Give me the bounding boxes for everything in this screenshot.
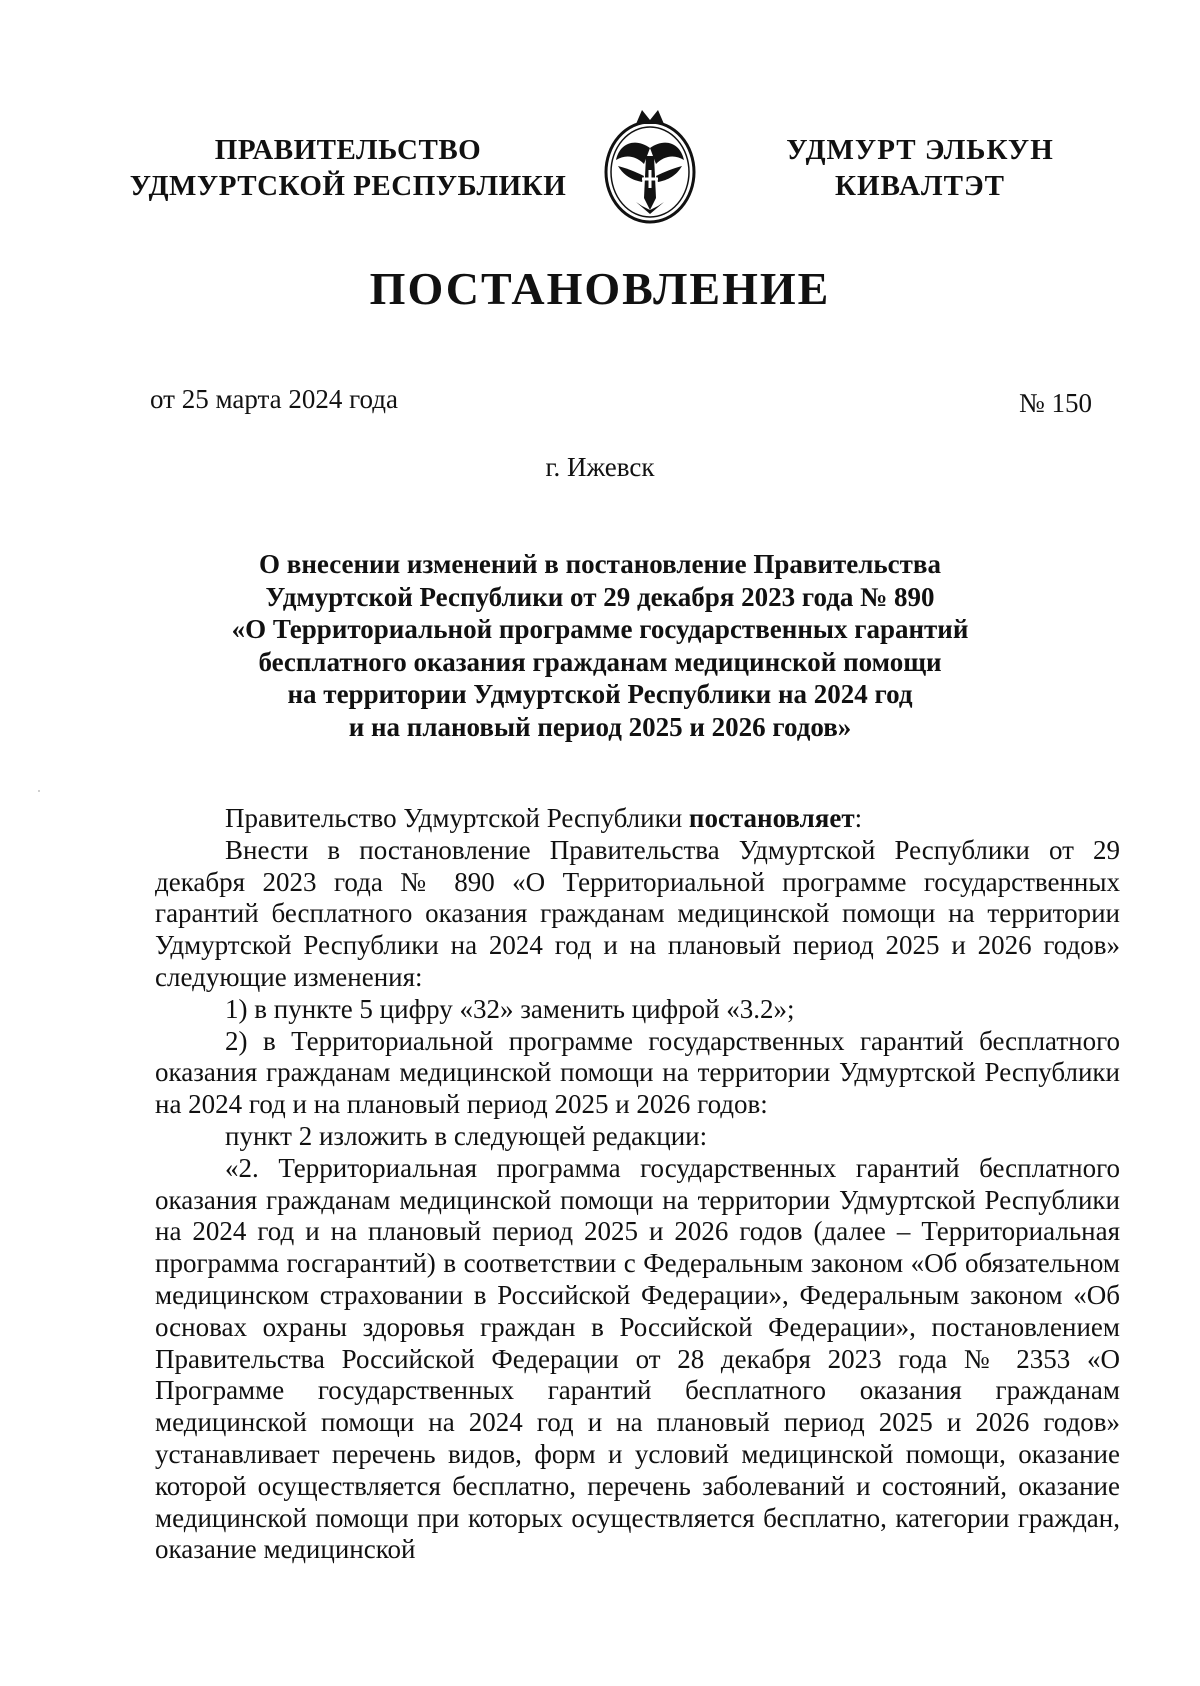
government-name-udmurt [770, 132, 1070, 204]
header-left-line: ПРАВИТЕЛЬСТВО [214, 134, 482, 166]
scan-mark [38, 790, 40, 792]
title-line: «О Территориальной программе государственных гарантий [231, 614, 969, 644]
document-city: г. Ижевск [545, 452, 655, 482]
header-left-line: УДМУРТСКОЙ РЕСПУБЛИКИ [129, 170, 567, 202]
title-line: бесплатного оказания гражданам медицинской помощи [258, 646, 942, 677]
header-right-line: УДМУРТ ЭЛЬКУН [786, 134, 1054, 166]
document-body [155, 803, 1120, 1566]
title-line: и на плановый период 2025 и 2026 годов» [348, 711, 852, 742]
document-date: от 25 марта 2024 года [150, 384, 398, 414]
document-title [180, 548, 1020, 743]
intro-tail: : [854, 803, 863, 833]
intro-text: Правительство Удмуртской Республики [225, 803, 689, 833]
document-number: № 150 [1018, 388, 1092, 418]
title-line: на территории Удмуртской Республики на 2024 год [287, 679, 913, 709]
header-right-line: КИВАЛТЭТ [834, 170, 1005, 202]
title-line: Удмуртской Республики от 29 декабря 2023 года № 890 [265, 581, 935, 612]
intro-paragraph [155, 803, 1120, 835]
intro-keyword: постановляет [688, 803, 855, 833]
body-paragraph: пункт 2 изложить в следующей редакции: [225, 1120, 708, 1151]
government-name-russian [118, 132, 578, 204]
body-paragraph: 1) в пункте 5 цифру «32» заменить цифрой «3.2»; [225, 993, 795, 1024]
coat-of-arms-icon [596, 102, 704, 230]
body-paragraph: 2) в Территориальной программе государственных гарантий бесплатного оказания гражданам медицинской помощи на территории Удмуртской Республики на 2024 год и на плановый период 2025 и 2026 годов: [155, 1025, 1120, 1120]
body-paragraph: Внести в постановление Правительства Удмуртской Республики от 29 декабря 2023 года № 890 «О Территориальной программе государственных гарантий бесплатного оказания гражданам медицинской помощи на территории Удмуртской Республики на 2024 год и на плановый период 2025 и 2026 годов» следующие изменения: [155, 834, 1120, 992]
title-line: О внесении изменений в постановление Правительства [259, 549, 941, 579]
body-paragraph: «2. Территориальная программа государственных гарантий бесплатного оказания гражданам медицинской помощи на территории Удмуртской Республики на 2024 год и на плановый период 2025 и 2026 годов (далее – Территориальная программа госгарантий) в соответствии с Федеральным законом «Об обязательном медицинском страховании в Российской Федерации», Федеральным законом «Об основах охраны здоровья граждан в Российской Федерации», постановлением Правительства Российской Федерации от 28 декабря 2023 года № 2353 «О Программе государственных гарантий бесплатного оказания гражданам медицинской помощи на 2024 год и на плановый период 2025 и 2026 годов» устанавливает перечень видов, форм и условий медицинской помощи, оказание которой осуществляется бесплатно, перечень заболеваний и состояний, оказание медицинской помощи при которых осуществляется бесплатно, категории граждан, оказание медицинской [155, 1152, 1120, 1565]
document-type-heading: ПОСТАНОВЛЕНИЕ [369, 263, 831, 314]
